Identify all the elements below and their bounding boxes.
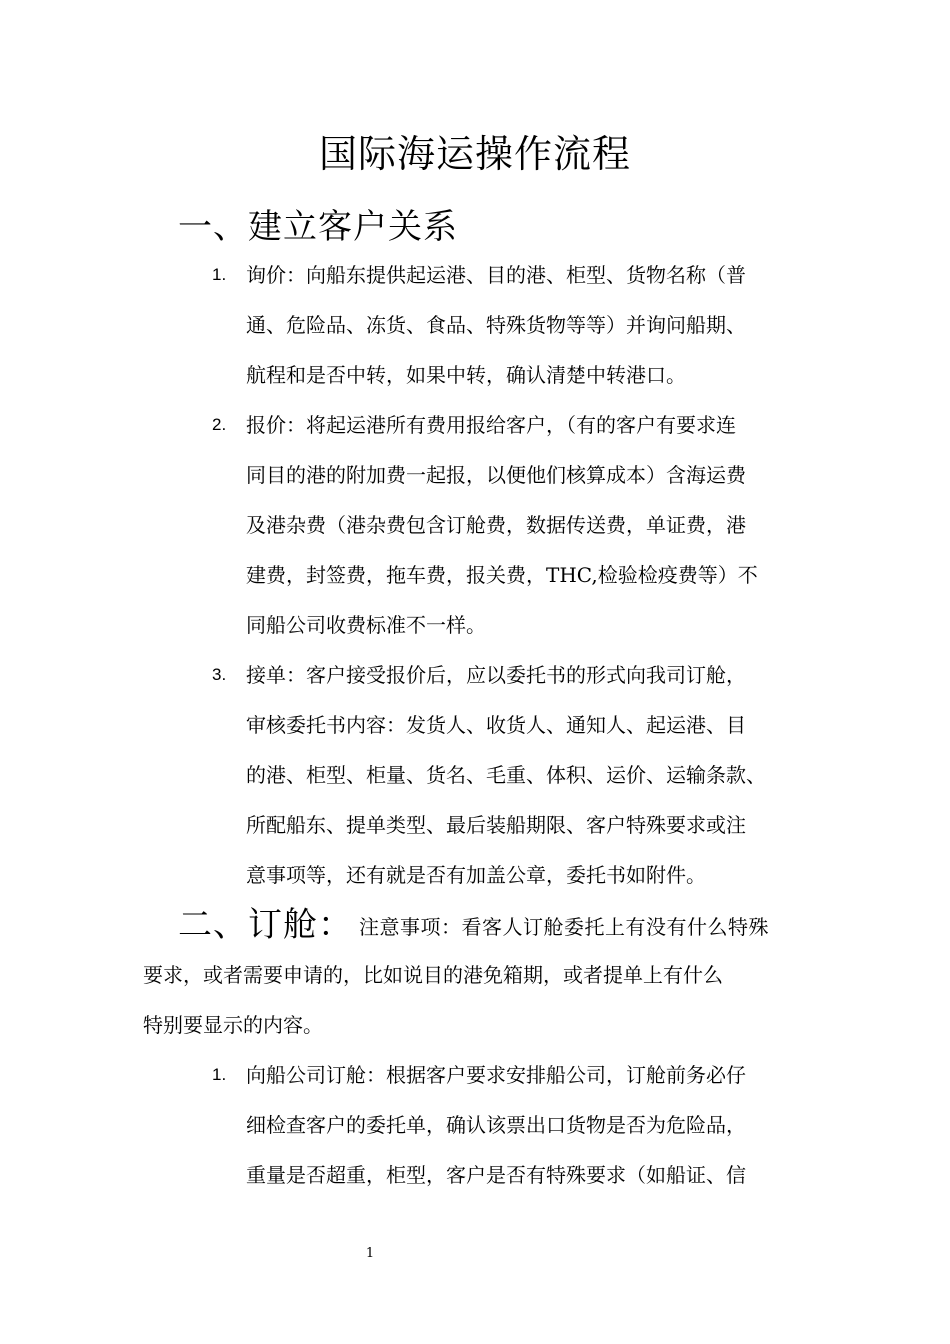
text-line: 要求，或者需要申请的，比如说目的港免箱期，或者提单上有什么 bbox=[143, 963, 723, 987]
section-heading: 一、建立客户关系 bbox=[178, 207, 458, 247]
list-text bbox=[246, 1050, 846, 1200]
text-line: 重量是否超重，柜型，客户是否有特殊要求（如船证、信 bbox=[246, 1163, 746, 1187]
text-line: 同目的港的附加费一起报，以便他们核算成本）含海运费 bbox=[246, 463, 746, 487]
text-line: 的港、柜型、柜量、货名、毛重、体积、运价、运输条款、 bbox=[246, 763, 766, 787]
text-line: 意事项等，还有就是否有加盖公章，委托书如附件。 bbox=[246, 863, 706, 887]
text-line: 特别要显示的内容。 bbox=[143, 1013, 323, 1037]
paragraph bbox=[143, 950, 843, 1050]
text-line: 细检查客户的委托单，确认该票出口货物是否为危险品， bbox=[246, 1113, 746, 1137]
text-line: 航程和是否中转，如果中转，确认清楚中转港口。 bbox=[246, 363, 686, 387]
list-text bbox=[246, 400, 846, 650]
text-line: 通、危险品、冻货、食品、特殊货物等等）并询问船期、 bbox=[246, 313, 746, 337]
list-text bbox=[246, 650, 846, 900]
text-line: 报价：将起运港所有费用报给客户，（有的客户有要求连 bbox=[246, 413, 736, 437]
list-number: 1. bbox=[212, 265, 227, 284]
text-line: 接单：客户接受报价后，应以委托书的形式向我司订舱， bbox=[246, 663, 746, 687]
page-number: 1 bbox=[365, 1246, 375, 1261]
text-line: 询价：向船东提供起运港、目的港、柜型、货物名称（普 bbox=[246, 263, 746, 287]
document-title: 国际海运操作流程 bbox=[318, 132, 631, 176]
section-heading-row bbox=[178, 900, 769, 952]
list-number: 3. bbox=[212, 665, 227, 684]
text-line: 同船公司收费标准不一样。 bbox=[246, 613, 486, 637]
list-text bbox=[246, 250, 846, 400]
section-heading: 二、订舱： bbox=[178, 905, 353, 945]
list-number: 2. bbox=[212, 415, 227, 434]
list-number: 1. bbox=[212, 1065, 227, 1084]
section-inline-text: 注意事项：看客人订舱委托上有没有什么特殊 bbox=[359, 915, 769, 939]
text-line: 审核委托书内容：发货人、收货人、通知人、起运港、目 bbox=[246, 713, 746, 737]
text-line: 所配船东、提单类型、最后装船期限、客户特殊要求或注 bbox=[246, 813, 746, 837]
text-line: 建费，封签费，拖车费，报关费，THC,检验检疫费等）不 bbox=[246, 563, 758, 587]
text-line: 及港杂费（港杂费包含订舱费，数据传送费，单证费，港 bbox=[246, 513, 746, 537]
text-line: 向船公司订舱：根据客户要求安排船公司，订舱前务必仔 bbox=[246, 1063, 746, 1087]
